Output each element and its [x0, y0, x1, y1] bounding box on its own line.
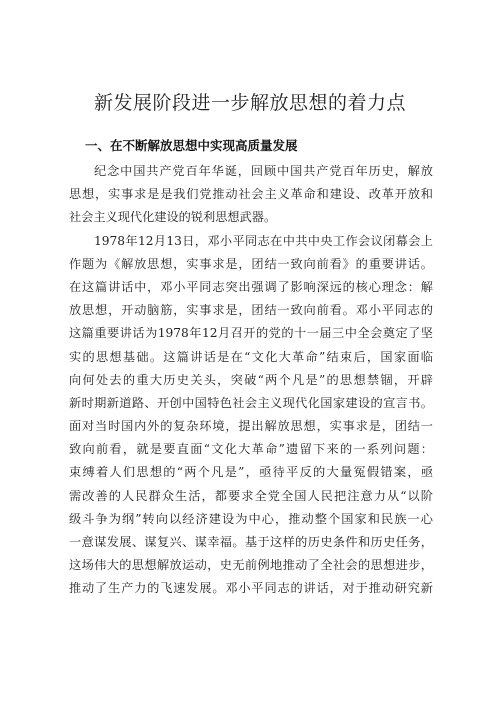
text-line: 这篇重要讲话为1978年12月召开的党的十一届三中全会奠定了坚 — [69, 326, 433, 341]
text-line: 思想，实事求是是我们党推动社会主义革命和建设、改革开放和 — [69, 187, 433, 202]
paragraph — [69, 230, 433, 601]
text-line: 实的思想基础。这篇讲话是在“文化大革命”结束后，国家面临 — [69, 349, 433, 364]
text-line: 致向前看，就是要直面“文化大革命”遗留下来的一系列问题： — [69, 442, 433, 457]
text-line: 放思想，开动脑筋，实事求是，团结一致向前看。邓小平同志的 — [69, 303, 433, 318]
text-line: 这场伟大的思想解放运动，史无前例地推动了全社会的思想进步， — [69, 558, 433, 573]
text-line: 面对当时国内外的复杂环境，提出解放思想，实事求是，团结一 — [69, 419, 433, 434]
section-heading: 一、在不断解放思想中实现高质量发展 — [85, 138, 298, 153]
body-text — [69, 160, 433, 601]
text-line: 需改善的人民群众生活，都要求全党全国人民把注意力从“以阶 — [69, 488, 433, 503]
text-line: 1978年12月13日，邓小平同志在中共中央工作会议闭幕会上 — [94, 233, 433, 248]
text-line: 新时期新道路、开创中国特色社会主义现代化国家建设的宣言书。 — [69, 395, 433, 410]
text-line: 在这篇讲话中，邓小平同志突出强调了影响深远的核心理念：解 — [69, 279, 433, 294]
text-line: 级斗争为纲”转向以经济建设为中心，推动整个国家和民族一心 — [69, 511, 433, 526]
text-line: 向何处去的重大历史关头，突破“两个凡是”的思想禁锢，开辟 — [69, 372, 433, 387]
text-line: 社会主义现代化建设的锐利思想武器。 — [69, 210, 277, 225]
text-line: 一意谋发展、谋复兴、谋幸福。基于这样的历史条件和历史任务， — [69, 535, 433, 549]
text-line: 纪念中国共产党百年华诞，回顾中国共产党百年历史，解放 — [94, 164, 433, 178]
document-title: 新发展阶段进一步解放思想的着力点 — [93, 92, 406, 114]
paragraph — [69, 160, 433, 230]
text-line: 作题为《解放思想，实事求是，团结一致向前看》的重要讲话。 — [69, 256, 433, 271]
text-line: 推动了生产力的飞速发展。邓小平同志的讲话，对于推动研究新 — [69, 581, 433, 596]
text-line: 束缚着人们思想的“两个凡是”，亟待平反的大量冤假错案，亟 — [69, 465, 433, 480]
